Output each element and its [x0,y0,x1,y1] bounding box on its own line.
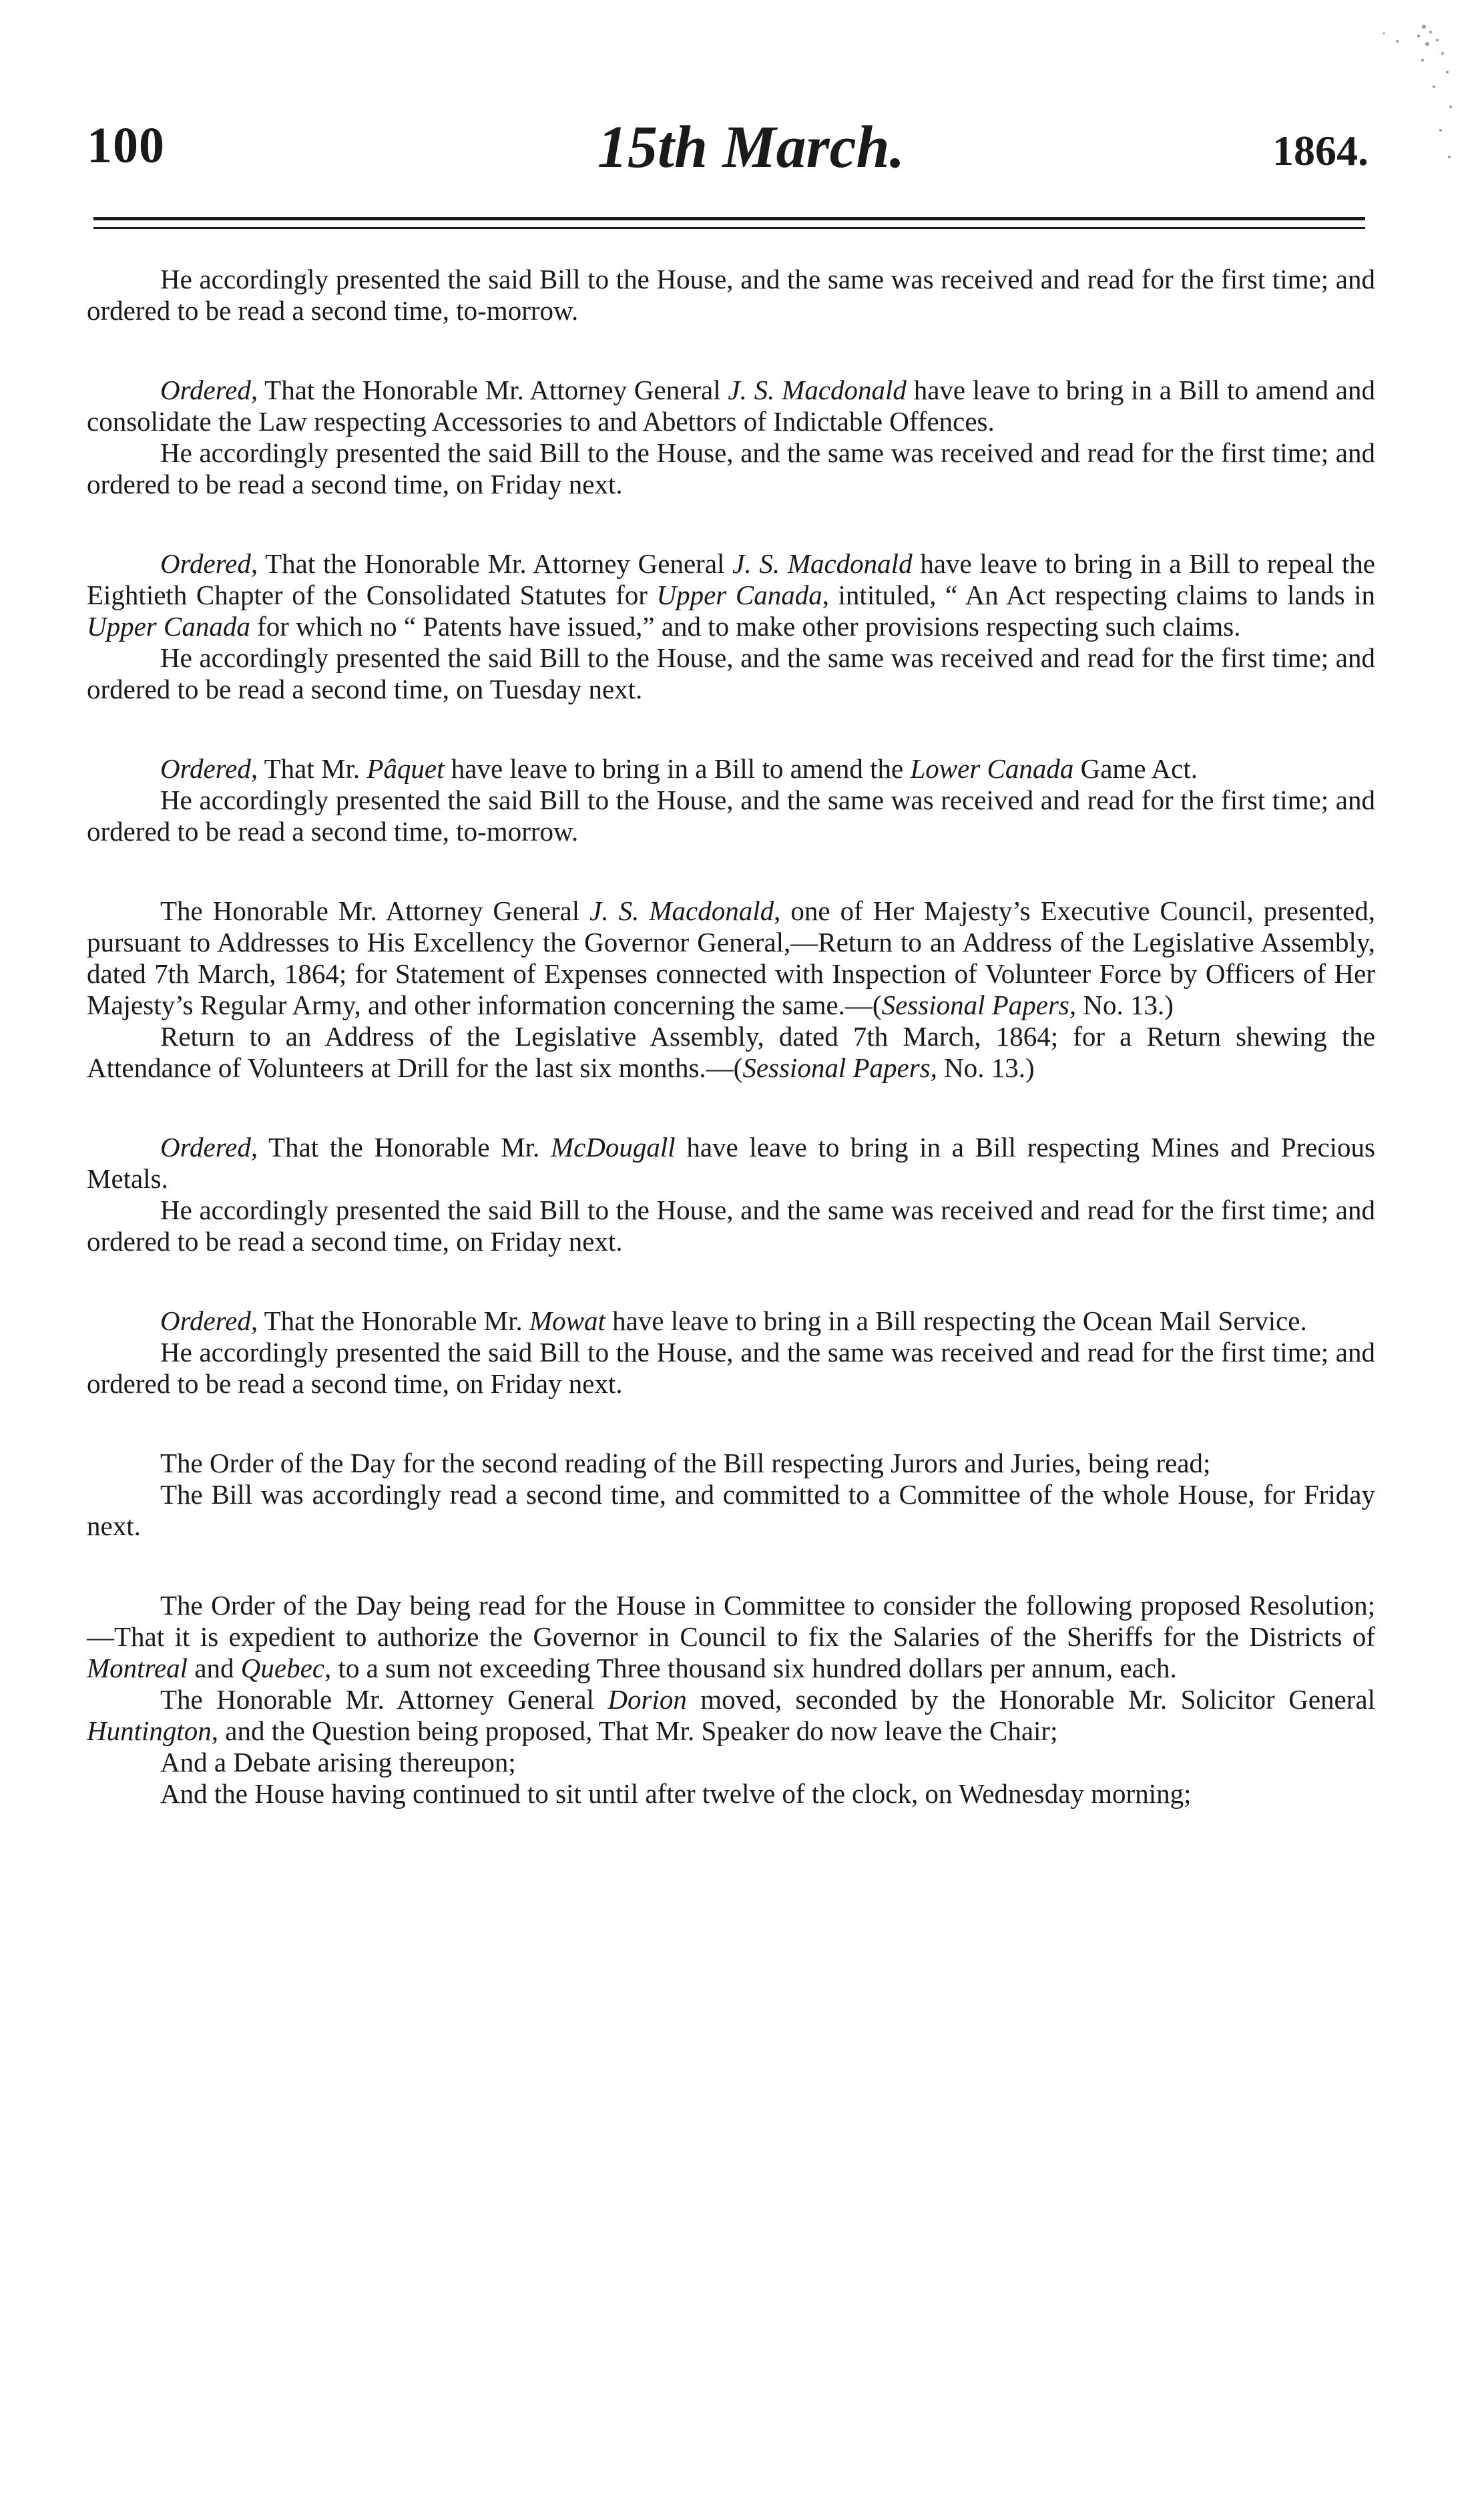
paragraph-text: have leave to bring in a Bill respecting Mines and Precious Metals. [87,1132,1375,1194]
paragraph-text: have leave to bring in a Bill to repeal the Eightieth Chapter of the Consolidated Statutes for [87,548,1375,610]
paragraph-text: The Order of the Day being read for the House in Committee to consider the following proposed Resolution;—That it is expedient to authorize the Governor in Council to fix the Salaries of the Sheriffs for the Districts of [87,1590,1375,1652]
paragraph [87,1132,1375,1195]
paragraph-text: have leave to bring in a Bill to amend the [444,753,911,784]
paragraph-text: And a Debate arising thereupon; [160,1747,516,1778]
paragraph [87,1337,1375,1400]
paragraph [87,785,1375,847]
page-header [87,114,1369,197]
paragraph-text: Return to an Address of the Legislative Assembly, dated 7th March, 1864; for a Return shewing the Attendance of Volunteers at Drill for the last six months.—( [87,1021,1375,1083]
paragraph-text: have leave to bring in a Bill respecting the Ocean Mail Service. [605,1305,1307,1336]
paragraph [87,1305,1375,1337]
paragraph-text: That the Honorable Mr. [258,1305,530,1336]
running-head-year: 1864. [1272,127,1369,174]
italic-text: Ordered, [160,375,258,405]
paragraph [87,1021,1375,1084]
italic-text: Quebec [240,1653,324,1683]
paragraph-text: And the House having continued to sit until after twelve of the clock, on Wednesday morning; [160,1778,1192,1809]
paragraph-text: moved, seconded by the Honorable Mr. Solicitor General [686,1684,1375,1715]
paragraph [87,1590,1375,1684]
paragraph [87,548,1375,642]
italic-text: J. S. Macdonald [728,375,907,405]
paragraph-text: and [188,1653,241,1683]
italic-text: McDougall [550,1132,676,1163]
paragraph-text: He accordingly presented the said Bill to the House, and the same was received and read for the first time; and ordered to be read a second time, on Friday next. [87,437,1375,499]
paragraph [87,753,1375,785]
italic-text: Ordered, [160,1132,258,1163]
paragraph-text: , intituled, “ An Act respecting claims to lands in [822,580,1376,610]
paragraph-text: for which no “ Patents have issued,” and to make other provisions respecting such claims. [250,611,1241,642]
italic-text: Ordered, [160,548,258,579]
italic-text: J. S. Macdonald [589,895,774,926]
paragraph-text: The Bill was accordingly read a second time, and committed to a Committee of the whole House, for Friday next. [87,1479,1375,1541]
paragraph-text: That the Honorable Mr. Attorney General [258,375,728,405]
paragraph [87,1778,1375,1810]
header-rule-top [93,217,1365,220]
paragraph-text: , one of Her Majesty’s Executive Council, presented, pursuant to Addresses to His Excellency the Governor General,—Return to an Address of the Legislative Assembly, dated 7th March, 1864; for Statement of Expenses connected with Inspection of Volunteer Force by Officers of Her Majesty’s Regular Army, and other information concerning the same.—( [87,895,1375,1020]
running-head-date: 15th March. [597,114,905,180]
paragraph-text: He accordingly presented the said Bill to the House, and the same was received and read for the first time; and ordered to be read a second time, on Tuesday next. [87,642,1375,704]
italic-text: Ordered, [160,753,258,784]
paragraph-text: , to a sum not exceeding Three thousand six hundred dollars per annum, each. [324,1653,1177,1683]
paragraph [87,375,1375,437]
paragraph [87,1479,1375,1542]
paragraph-text: The Honorable Mr. Attorney General [160,895,590,926]
italic-text: Ordered, [160,1305,258,1336]
print-specks-decoration [1357,13,1457,174]
paragraph-text: He accordingly presented the said Bill to the House, and the same was received and read for the first time; and ordered to be read a second time, on Friday next. [87,1195,1375,1257]
paragraph-text: That the Honorable Mr. [258,1132,551,1163]
paragraph-text: Game Act. [1073,753,1198,784]
paragraph-text: He accordingly presented the said Bill to the House, and the same was received and read for the first time; and ordered to be read a second time, to-morrow. [87,785,1375,847]
paragraph-text: The Honorable Mr. Attorney General [160,1684,608,1715]
italic-text: Dorion [607,1684,687,1715]
paragraph-text: No. 13.) [937,1052,1035,1083]
paragraph [87,1684,1375,1747]
italic-text: Upper Canada [656,580,822,610]
paragraph [87,1195,1375,1257]
paragraph-text: That Mr. [258,753,367,784]
paragraph-text: The Order of the Day for the second reading of the Bill respecting Jurors and Juries, being read; [160,1448,1211,1478]
italic-text: Huntington [87,1715,212,1746]
page-number: 100 [87,118,165,174]
italic-text: Sessional Papers, [881,990,1077,1020]
paragraph-text: He accordingly presented the said Bill to the House, and the same was received and read for the first time; and ordered to be read a second time, on Friday next. [87,1337,1375,1399]
paragraph-text: , and the Question being proposed, That Mr. Speaker do now leave the Chair; [211,1715,1058,1746]
journal-body [87,264,1375,1810]
paragraph-text: He accordingly presented the said Bill to the House, and the same was received and read for the first time; and ordered to be read a second time, to-morrow. [87,264,1375,326]
paragraph [87,895,1375,1021]
paragraph [87,264,1375,327]
italic-text: J. S. Macdonald [732,548,913,579]
paragraph [87,437,1375,500]
italic-text: Sessional Papers, [742,1052,937,1083]
paragraph-text: have leave to bring in a Bill to amend and consolidate the Law respecting Accessories to and Abettors of Indictable Offences. [87,375,1375,437]
paragraph [87,1747,1375,1778]
paragraph [87,1448,1375,1479]
italic-text: Mowat [529,1305,605,1336]
paragraph [87,642,1375,705]
italic-text: Montreal [87,1653,188,1683]
paragraph-text: That the Honorable Mr. Attorney General [258,548,733,579]
italic-text: Upper Canada [87,611,250,642]
italic-text: Lower Canada [910,753,1074,784]
paragraph-text: No. 13.) [1076,990,1174,1020]
italic-text: Pâquet [366,753,445,784]
header-rule-bottom [93,227,1365,229]
